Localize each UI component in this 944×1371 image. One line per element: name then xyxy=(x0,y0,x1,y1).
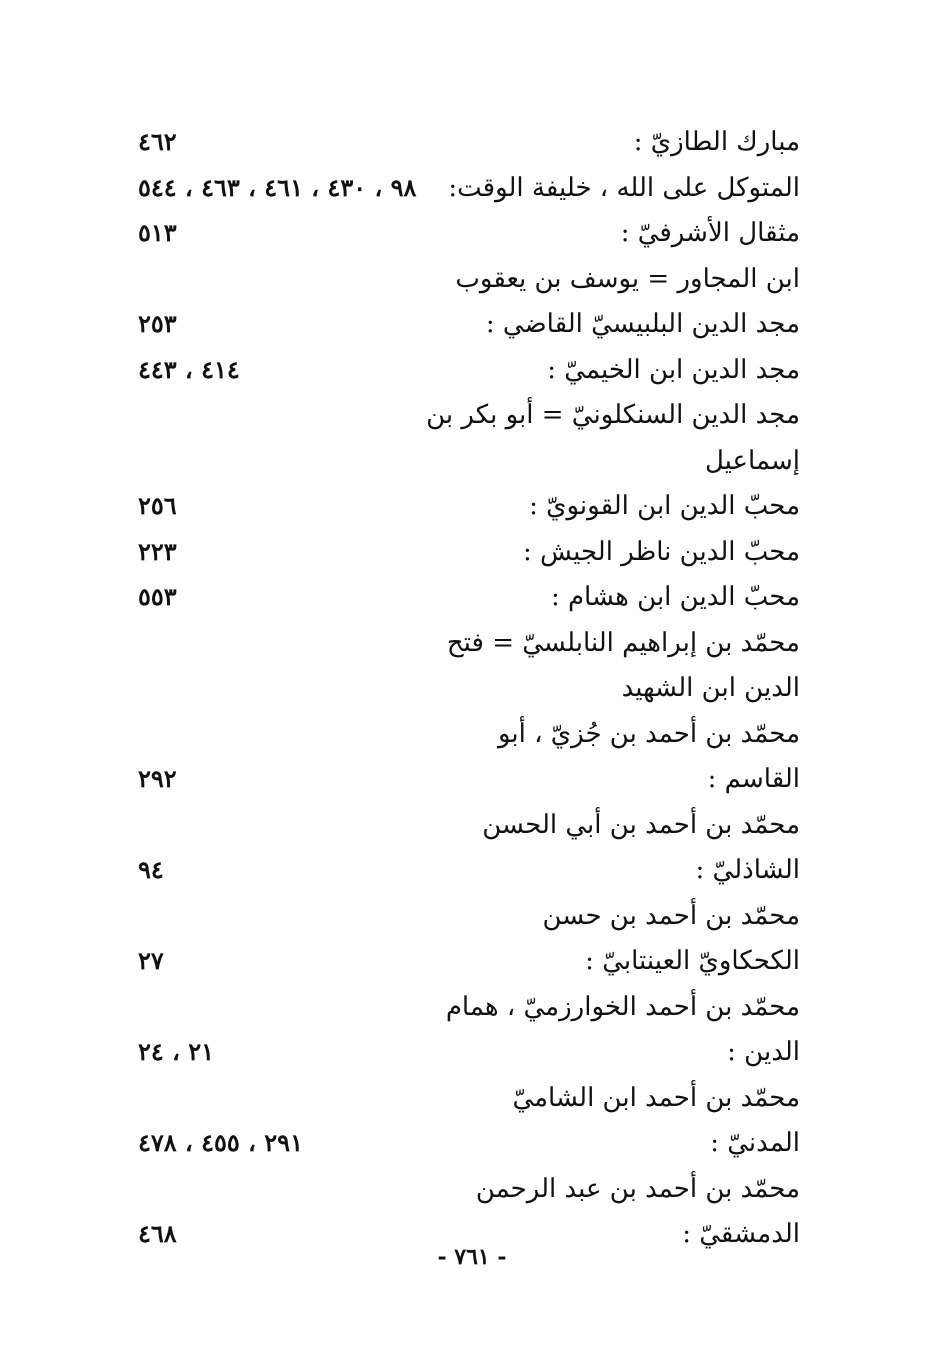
entry-page-refs: ٢٥٦ xyxy=(138,491,177,520)
entry-page-refs: ٢٧ xyxy=(138,946,164,975)
index-entry xyxy=(120,939,800,983)
entry-name: محمّد بن إبراهيم النابلسيّ = فتح xyxy=(446,627,800,658)
index-entry xyxy=(120,757,800,801)
index-entry xyxy=(120,257,800,301)
index-entry xyxy=(120,484,800,528)
entry-name: الدين : xyxy=(727,1037,800,1067)
entry-name: الكحكاويّ العينتابيّ : xyxy=(585,946,800,976)
entry-name: محمّد بن أحمد بن عبد الرحمن xyxy=(475,1173,800,1204)
entry-page-refs: ٢١ ، ٢٤ xyxy=(138,1037,215,1066)
index-entry xyxy=(120,894,800,938)
index-entry xyxy=(120,848,800,892)
entry-page-refs: ٢٢٣ xyxy=(138,536,177,566)
index-entry xyxy=(120,120,800,164)
entry-page-refs: ٩٤ xyxy=(138,855,164,884)
index-entry xyxy=(120,1030,800,1074)
entry-name: ابن المجاور = يوسف بن يعقوب xyxy=(455,263,800,294)
entry-page-refs: ٢٩٢ xyxy=(138,764,177,793)
index-entry xyxy=(120,302,800,346)
entry-page-refs: ٤٦٢ xyxy=(138,127,177,156)
entry-name: الدمشقيّ : xyxy=(682,1219,800,1249)
index-entry xyxy=(120,530,800,574)
index-entry xyxy=(120,348,800,392)
entry-page-refs: ٥٥٣ xyxy=(138,582,177,611)
index-entry xyxy=(120,621,800,665)
entry-name: محبّ الدين ناظر الجيش : xyxy=(523,536,800,567)
entry-name: محمّد بن أحمد بن حسن xyxy=(542,900,800,931)
entry-name: مجد الدين السنكلونيّ = أبو بكر بن xyxy=(426,400,800,430)
entry-name: محمّد بن أحمد الخوارزميّ ، همام xyxy=(445,991,800,1022)
index-entry xyxy=(120,575,800,619)
entry-page-refs: ٢٥٣ xyxy=(138,309,177,338)
entry-name: محبّ الدين ابن القونويّ : xyxy=(529,491,800,521)
index-entry xyxy=(120,666,800,710)
entry-name: مبارك الطازيّ : xyxy=(633,127,800,157)
entry-name: المتوكل على الله ، خليفة الوقت: xyxy=(448,172,800,203)
index-entry xyxy=(120,803,800,847)
entry-name: محمّد بن أحمد ابن الشاميّ xyxy=(512,1082,800,1113)
index-entry xyxy=(120,1121,800,1165)
entry-page-refs: ٤٦٨ xyxy=(138,1219,177,1248)
entry-page-refs: ٥١٣ xyxy=(138,218,177,247)
index-entry xyxy=(120,211,800,255)
index-entry xyxy=(120,712,800,756)
entry-name: محبّ الدين ابن هشام : xyxy=(550,582,800,612)
index-entry xyxy=(120,1167,800,1211)
page-number: - ٧٦١ - xyxy=(437,1244,507,1270)
entry-name: الدين ابن الشهيد xyxy=(621,673,800,703)
entry-name: الشاذليّ : xyxy=(695,855,800,885)
index-entry xyxy=(120,439,800,483)
entry-name: محمّد بن أحمد بن أبي الحسن xyxy=(482,809,800,840)
entry-name: المدنيّ : xyxy=(710,1128,800,1158)
entry-name: إسماعيل xyxy=(704,445,800,476)
index-entry xyxy=(120,985,800,1029)
entry-name: مجد الدين البلبيسيّ القاضي : xyxy=(485,309,800,339)
entry-page-refs: ٩٨ ، ٤٣٠ ، ٤٦١ ، ٤٦٣ ، ٥٤٤ xyxy=(138,172,417,202)
index-entry xyxy=(120,1076,800,1120)
entry-page-refs: ٤١٤ ، ٤٤٣ xyxy=(138,354,240,384)
entry-name: محمّد بن أحمد بن جُزيّ ، أبو xyxy=(497,718,800,749)
entry-name: القاسم : xyxy=(707,764,800,794)
index-entry xyxy=(120,166,800,210)
entry-name: مجد الدين ابن الخيميّ : xyxy=(547,354,800,385)
entry-page-refs: ٢٩١ ، ٤٥٥ ، ٤٧٨ xyxy=(138,1128,303,1157)
index-entry xyxy=(120,393,800,437)
entry-name: مثقال الأشرفيّ : xyxy=(620,218,800,248)
